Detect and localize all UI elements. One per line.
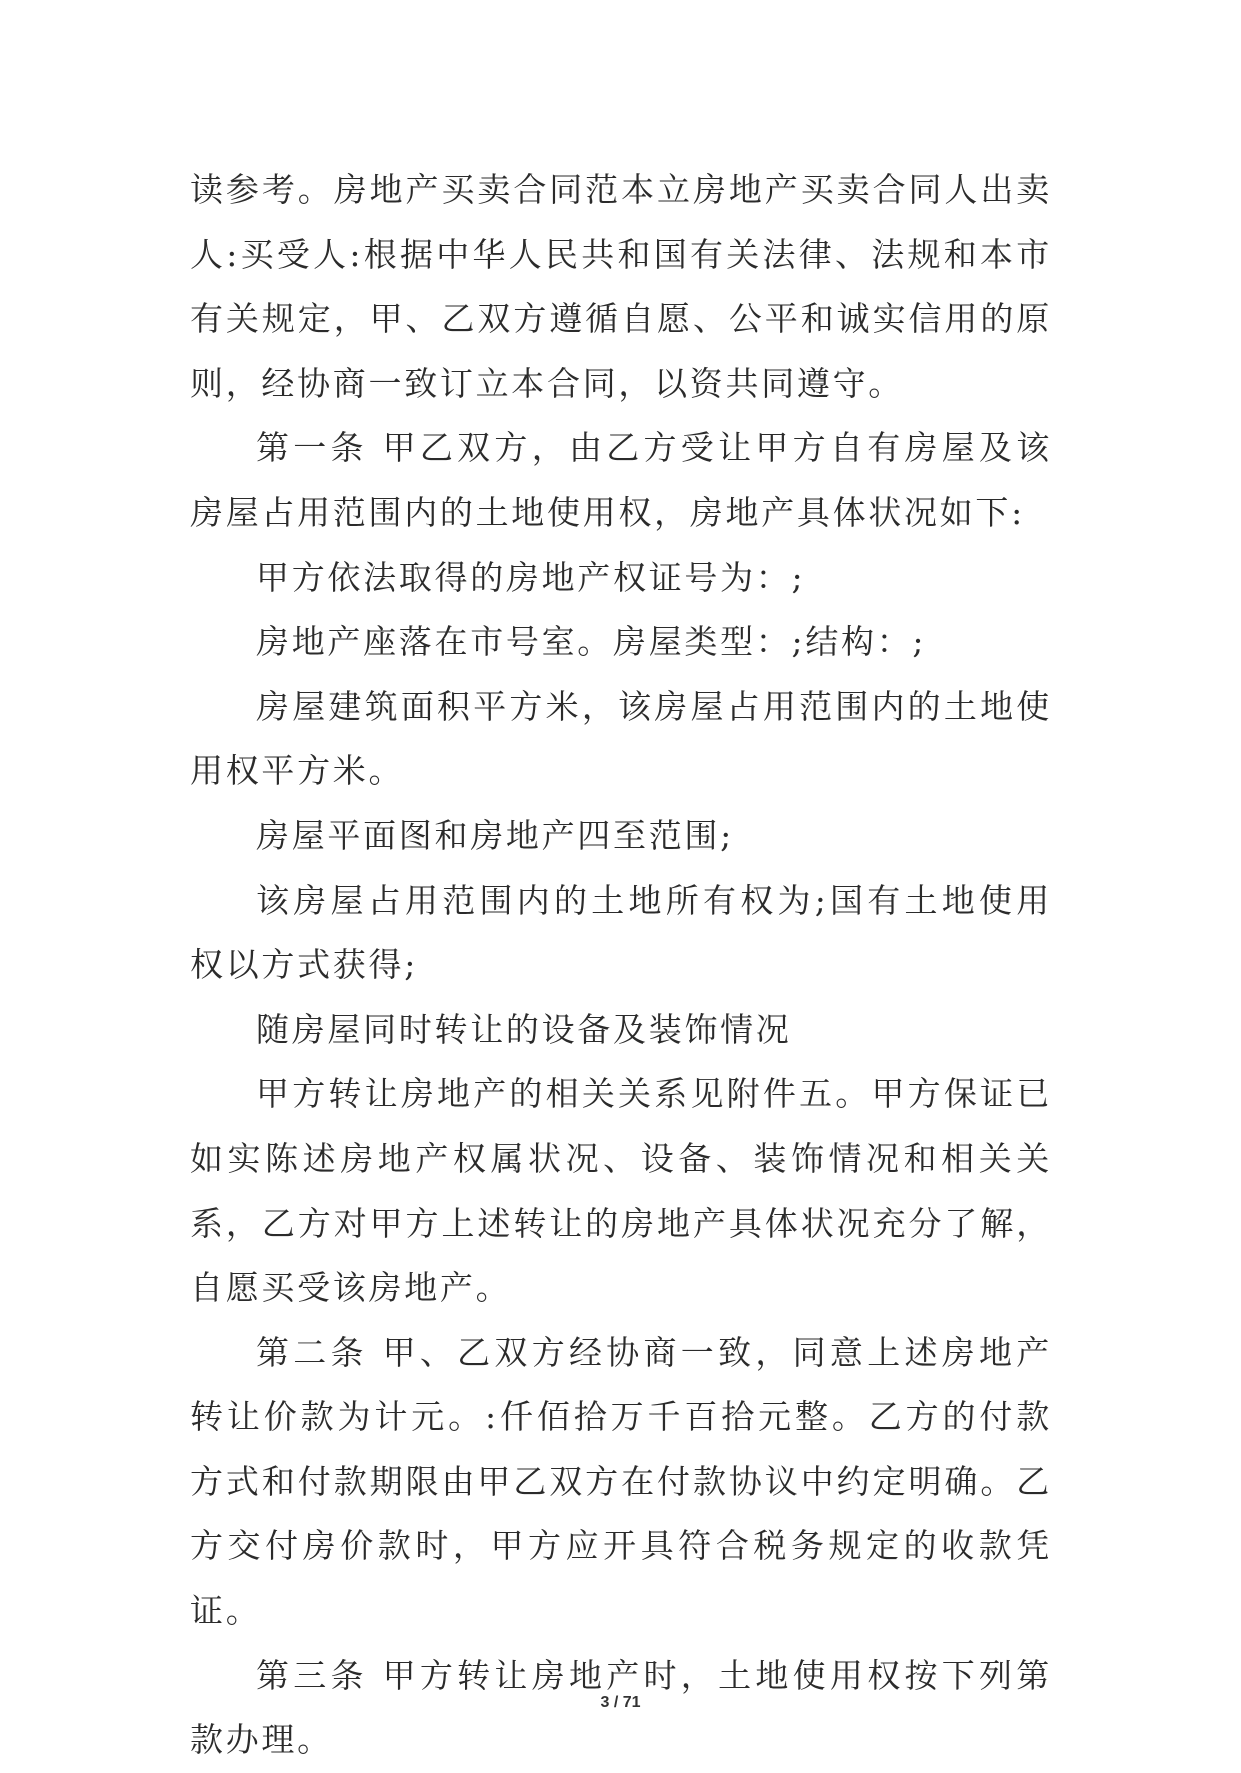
document-body <box>190 158 1052 1773</box>
paragraph-6: 房屋平面图和房地产四至范围; <box>256 815 734 855</box>
page-number: 3 / 71 <box>600 1694 641 1711</box>
paragraph-5: 房屋建筑面积平方米，该房屋占用范围内的土地使用权平方米。 <box>190 686 1052 791</box>
paragraph-11: 第三条 甲方转让房地产时，土地使用权按下列第款办理。 <box>190 1655 1052 1760</box>
paragraph-1: 读参考。房地产买卖合同范本立房地产买卖合同人出卖人:买受人:根据中华人民共和国有关法律、法规和本市有关规定，甲、乙双方遵循自愿、公平和诚实信用的原则，经协商一致订立本合同，以资共同遵守。 <box>190 170 1052 403</box>
paragraph-4: 房地产座落在市号室。房屋类型：;结构：; <box>256 622 927 662</box>
paragraph-10: 第二条 甲、乙双方经协商一致，同意上述房地产转让价款为计元。:仟佰拾万千百拾元整。乙方的付款方式和付款期限由甲乙双方在付款协议中约定明确。乙方交付房价款时，甲方应开具符合税务规定的收款凭证。 <box>190 1332 1052 1631</box>
paragraph-9: 甲方转让房地产的相关关系见附件五。甲方保证已如实陈述房地产权属状况、设备、装饰情况和相关关系，乙方对甲方上述转让的房地产具体状况充分了解，自愿买受该房地产。 <box>190 1074 1052 1308</box>
paragraph-3: 甲方依法取得的房地产权证号为：; <box>256 557 806 597</box>
paragraph-8: 随房屋同时转让的设备及装饰情况 <box>256 1009 792 1049</box>
paragraph-2: 第一条 甲乙双方，由乙方受让甲方自有房屋及该房屋占用范围内的土地使用权，房地产具体状况如下: <box>190 428 1052 532</box>
paragraph-7: 该房屋占用范围内的土地所有权为;国有土地使用权以方式获得; <box>190 880 1052 985</box>
